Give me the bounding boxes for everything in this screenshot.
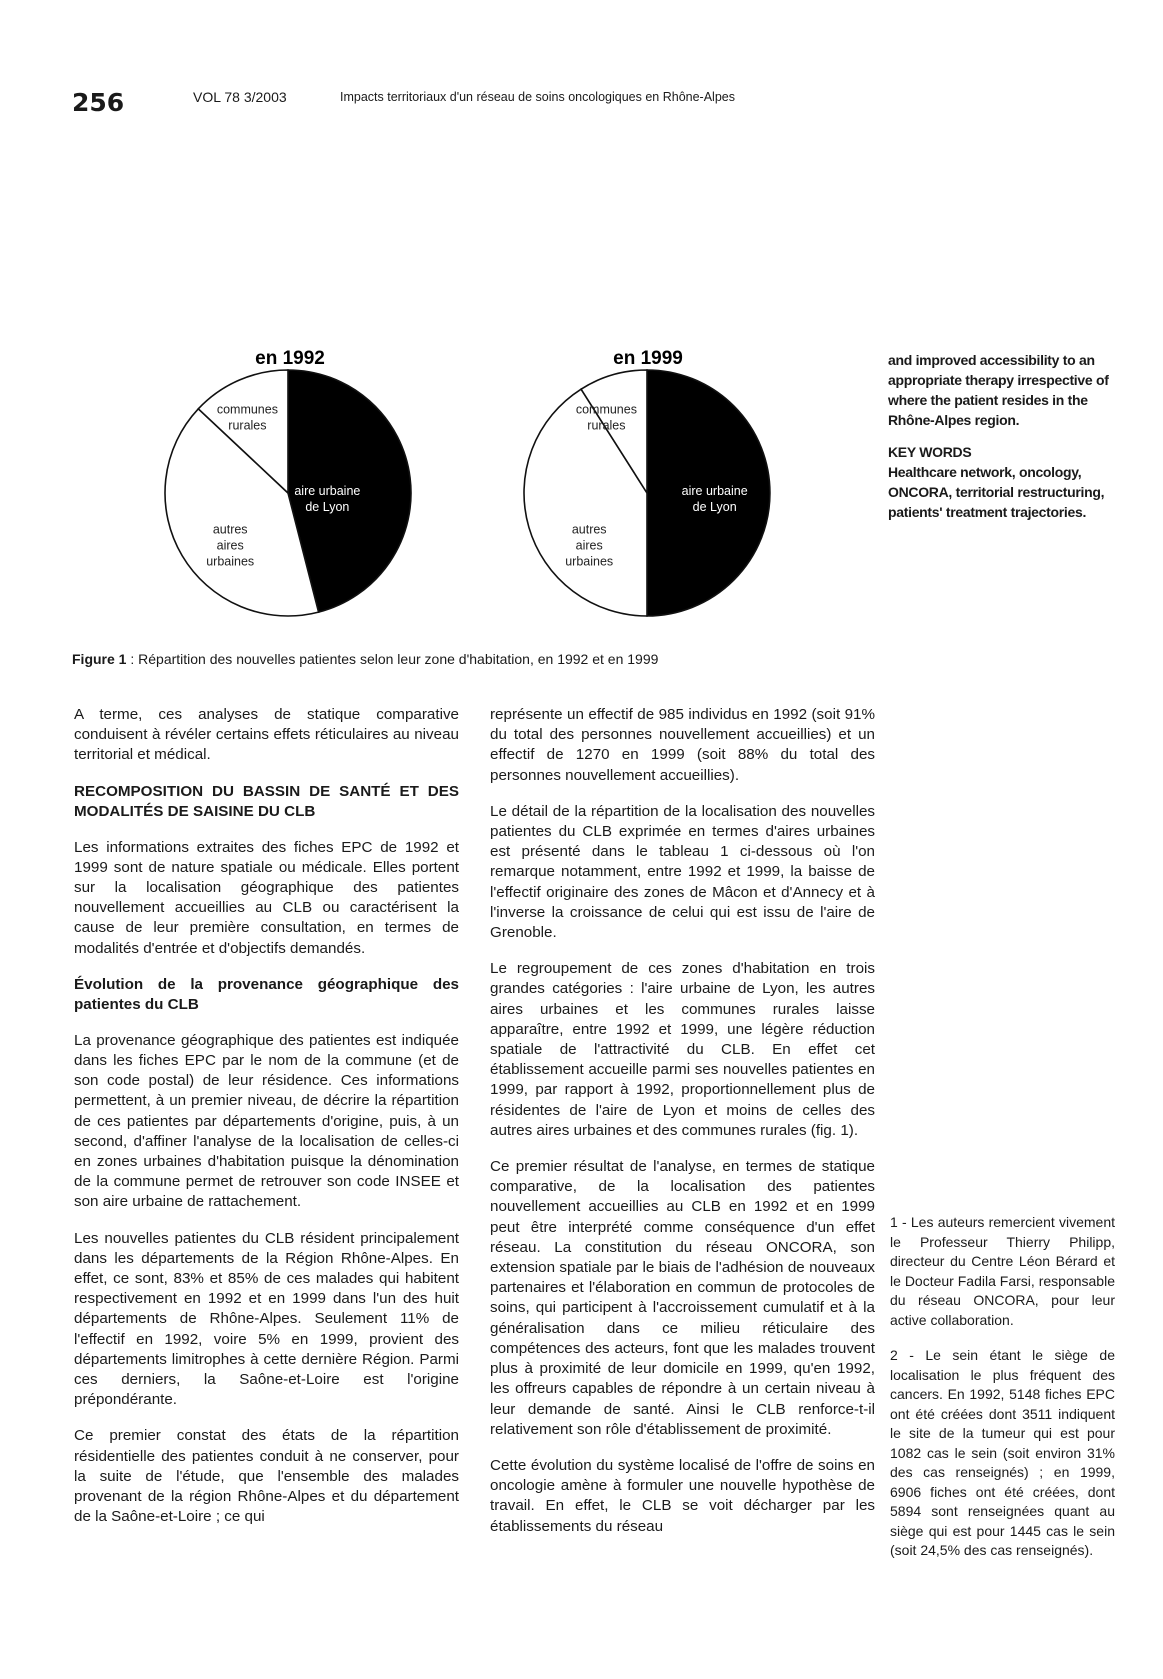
keywords-text: Healthcare network, oncology, ONCORA, territorial restructuring, patients' treatment trajectories.	[888, 464, 1105, 520]
keywords-title: KEY WORDS	[888, 444, 972, 460]
subsection-heading: Évolution de la provenance géographique des patientes du CLB	[74, 975, 459, 1013]
pie-chart-1999	[524, 348, 770, 616]
paragraph: Les nouvelles patientes du CLB résident principalement dans les départements de la Région Rhône-Alpes. En effet, ce sont, 83% et 85% de ces malades qui habitent respectivement en 1992 et en 1999 dans l'un des huit départements de Rhône-Alpes. Seulement 11% de l'effectif en 1992, voire 5% en 1999, provient des départements limitrophes à cette dernière Région. Parmi ces derniers, la Saône-et-Loire est l'origine prépondérante.	[74, 1229, 459, 1409]
journal-volume: VOL 78 3/2003	[193, 89, 287, 105]
abstract-end	[888, 350, 1123, 522]
figure-caption-text: : Répartition des nouvelles patientes selon leur zone d'habitation, en 1992 et en 1999	[126, 651, 659, 667]
figure-label: Figure 1	[72, 651, 127, 667]
paragraph: La provenance géographique des patientes est indiquée dans les fiches EPC par le nom de la commune (et de son code postal) de leur résidence. Ces informations permettent, à un premier niveau, de décrire la répartition de ces patientes par départements d'origine, puis, à un second, d'affiner l'analyse de la localisation de celles-ci en zones urbaines d'habitation puisque la dénomination de la commune permet de retrouver son code INSEE et son aire urbaine de rattachement.	[74, 1031, 459, 1211]
footnote-1: 1 - Les auteurs remercient vivement le Professeur Thierry Philipp, directeur du Centre Léon Bérard et le Docteur Fadila Farsi, responsable du réseau ONCORA, pour leur active collaboration.	[890, 1214, 1115, 1328]
chart-title-1999: en 1999	[613, 348, 683, 369]
text-column-2	[490, 705, 875, 1553]
figure-pie-charts	[140, 345, 840, 645]
abstract-text: and improved accessibility to an appropriate therapy irrespective of where the patient resides in the Rhône-Alpes region.	[888, 352, 1109, 428]
chart-title-1992: en 1992	[255, 348, 325, 369]
text-column-1	[74, 705, 459, 1544]
footnote-2: 2 - Le sein étant le siège de localisation le plus fréquent des cancers. En 1992, 5148 fiches EPC ont été créées dont 3511 indiquent le site de la tumeur qui est pour 1082 cas le sein (soit environ 31% des cas renseignés) ; en 1999, 6906 fiches ont été créées, dont 5894 sont renseignées quant au siège qui est pour 1445 cas le sein (soit 24,5% des cas renseignés).	[890, 1347, 1115, 1558]
section-heading: RECOMPOSITION DU BASSIN DE SANTÉ ET DES MODALITÉS DE SAISINE DU CLB	[74, 782, 459, 820]
page-number: 256	[72, 88, 125, 117]
paragraph: représente un effectif de 985 individus en 1992 (soit 91% du total des personnes nouvellement accueillies) et un effectif de 1270 en 1999 (soit 88% du total des personnes nouvellement accueillies).	[490, 706, 875, 784]
pie-chart-1992	[165, 348, 411, 616]
slice-label: autres aires urbaines	[206, 522, 255, 569]
figure-caption	[72, 651, 658, 667]
paragraph: Le regroupement de ces zones d'habitation en trois grandes catégories : l'aire urbaine de Lyon, les autres aires urbaines et les communes rurales laisse apparaître, entre 1992 et 1999, une légère réduction spatiale de l'attractivité du CLB. En effet cet établissement accueille parmi ses nouvelles patientes en 1999, par rapport à 1992, proportionnellement plus de résidentes de l'aire de Lyon et moins de celles des autres aires urbaines et des communes rurales (fig. 1).	[490, 960, 875, 1139]
paragraph: Ce premier résultat de l'analyse, en termes de statique comparative, de la localisation des patientes nouvellement accueillies au CLB en 1992 et en 1999 peut être interprété comme conséquence d'un effet réseau. La constitution du réseau ONCORA, son extension spatiale par le biais de l'adhésion de nouveaux partenaires et l'élaboration en commun de protocoles de soins, qui participent à l'accroissement cumulatif et à la généralisation dans ce milieu réticulaire des compétences des acteurs, font que les malades trouvent plus à proximité de leur domicile en 1999, qu'en 1992, les offreurs capables de répondre à un certain niveau à leur demande de santé. Ainsi le CLB renforce-t-il relativement son rôle d'établissement de proximité.	[490, 1158, 875, 1438]
slice-label: autres aires urbaines	[565, 522, 614, 569]
running-title: Impacts territoriaux d'un réseau de soins oncologiques en Rhône-Alpes	[340, 90, 735, 104]
slice-label: aire urbaine de Lyon	[294, 483, 361, 514]
paragraph: Cette évolution du système localisé de l'offre de soins en oncologie amène à formuler une nouvelle hypothèse de travail. En effet, le CLB se voit décharger par les établissements du réseau	[490, 1456, 875, 1535]
paragraph: Ce premier constat des états de la répartition résidentielle des patientes conduit à ne conserver, pour la suite de l'étude, que l'ensemble des malades provenant de la région Rhône-Alpes et du département de la Saône-et-Loire ; ce qui	[74, 1427, 459, 1526]
slice-label: communes rurales	[575, 402, 637, 433]
paragraph: Le détail de la répartition de la localisation des nouvelles patientes du CLB exprimée en termes d'aires urbaines est présenté dans le tableau 1 ci-dessous où l'on remarque notamment, entre 1992 et 1999, la baisse de l'effectif originaire des zones de Mâcon et d'Annecy et à l'inverse la croissance de celui qui est issu de l'aire de Grenoble.	[490, 802, 875, 942]
paragraph: Les informations extraites des fiches EPC de 1992 et 1999 sont de nature spatiale ou médicale. Elles portent sur la localisation géographique des patientes nouvellement accueillies au CLB ou caractérisent la cause de leur première consultation, en termes de modalités d'entrée et d'objectifs demandés.	[74, 838, 459, 957]
slice-label: communes rurales	[216, 402, 278, 433]
footnotes	[890, 1213, 1115, 1577]
slice-label: aire urbaine de Lyon	[681, 483, 748, 514]
paragraph: A terme, ces analyses de statique comparative conduisent à révéler certains effets réticulaires au niveau territorial et médical.	[74, 706, 459, 764]
